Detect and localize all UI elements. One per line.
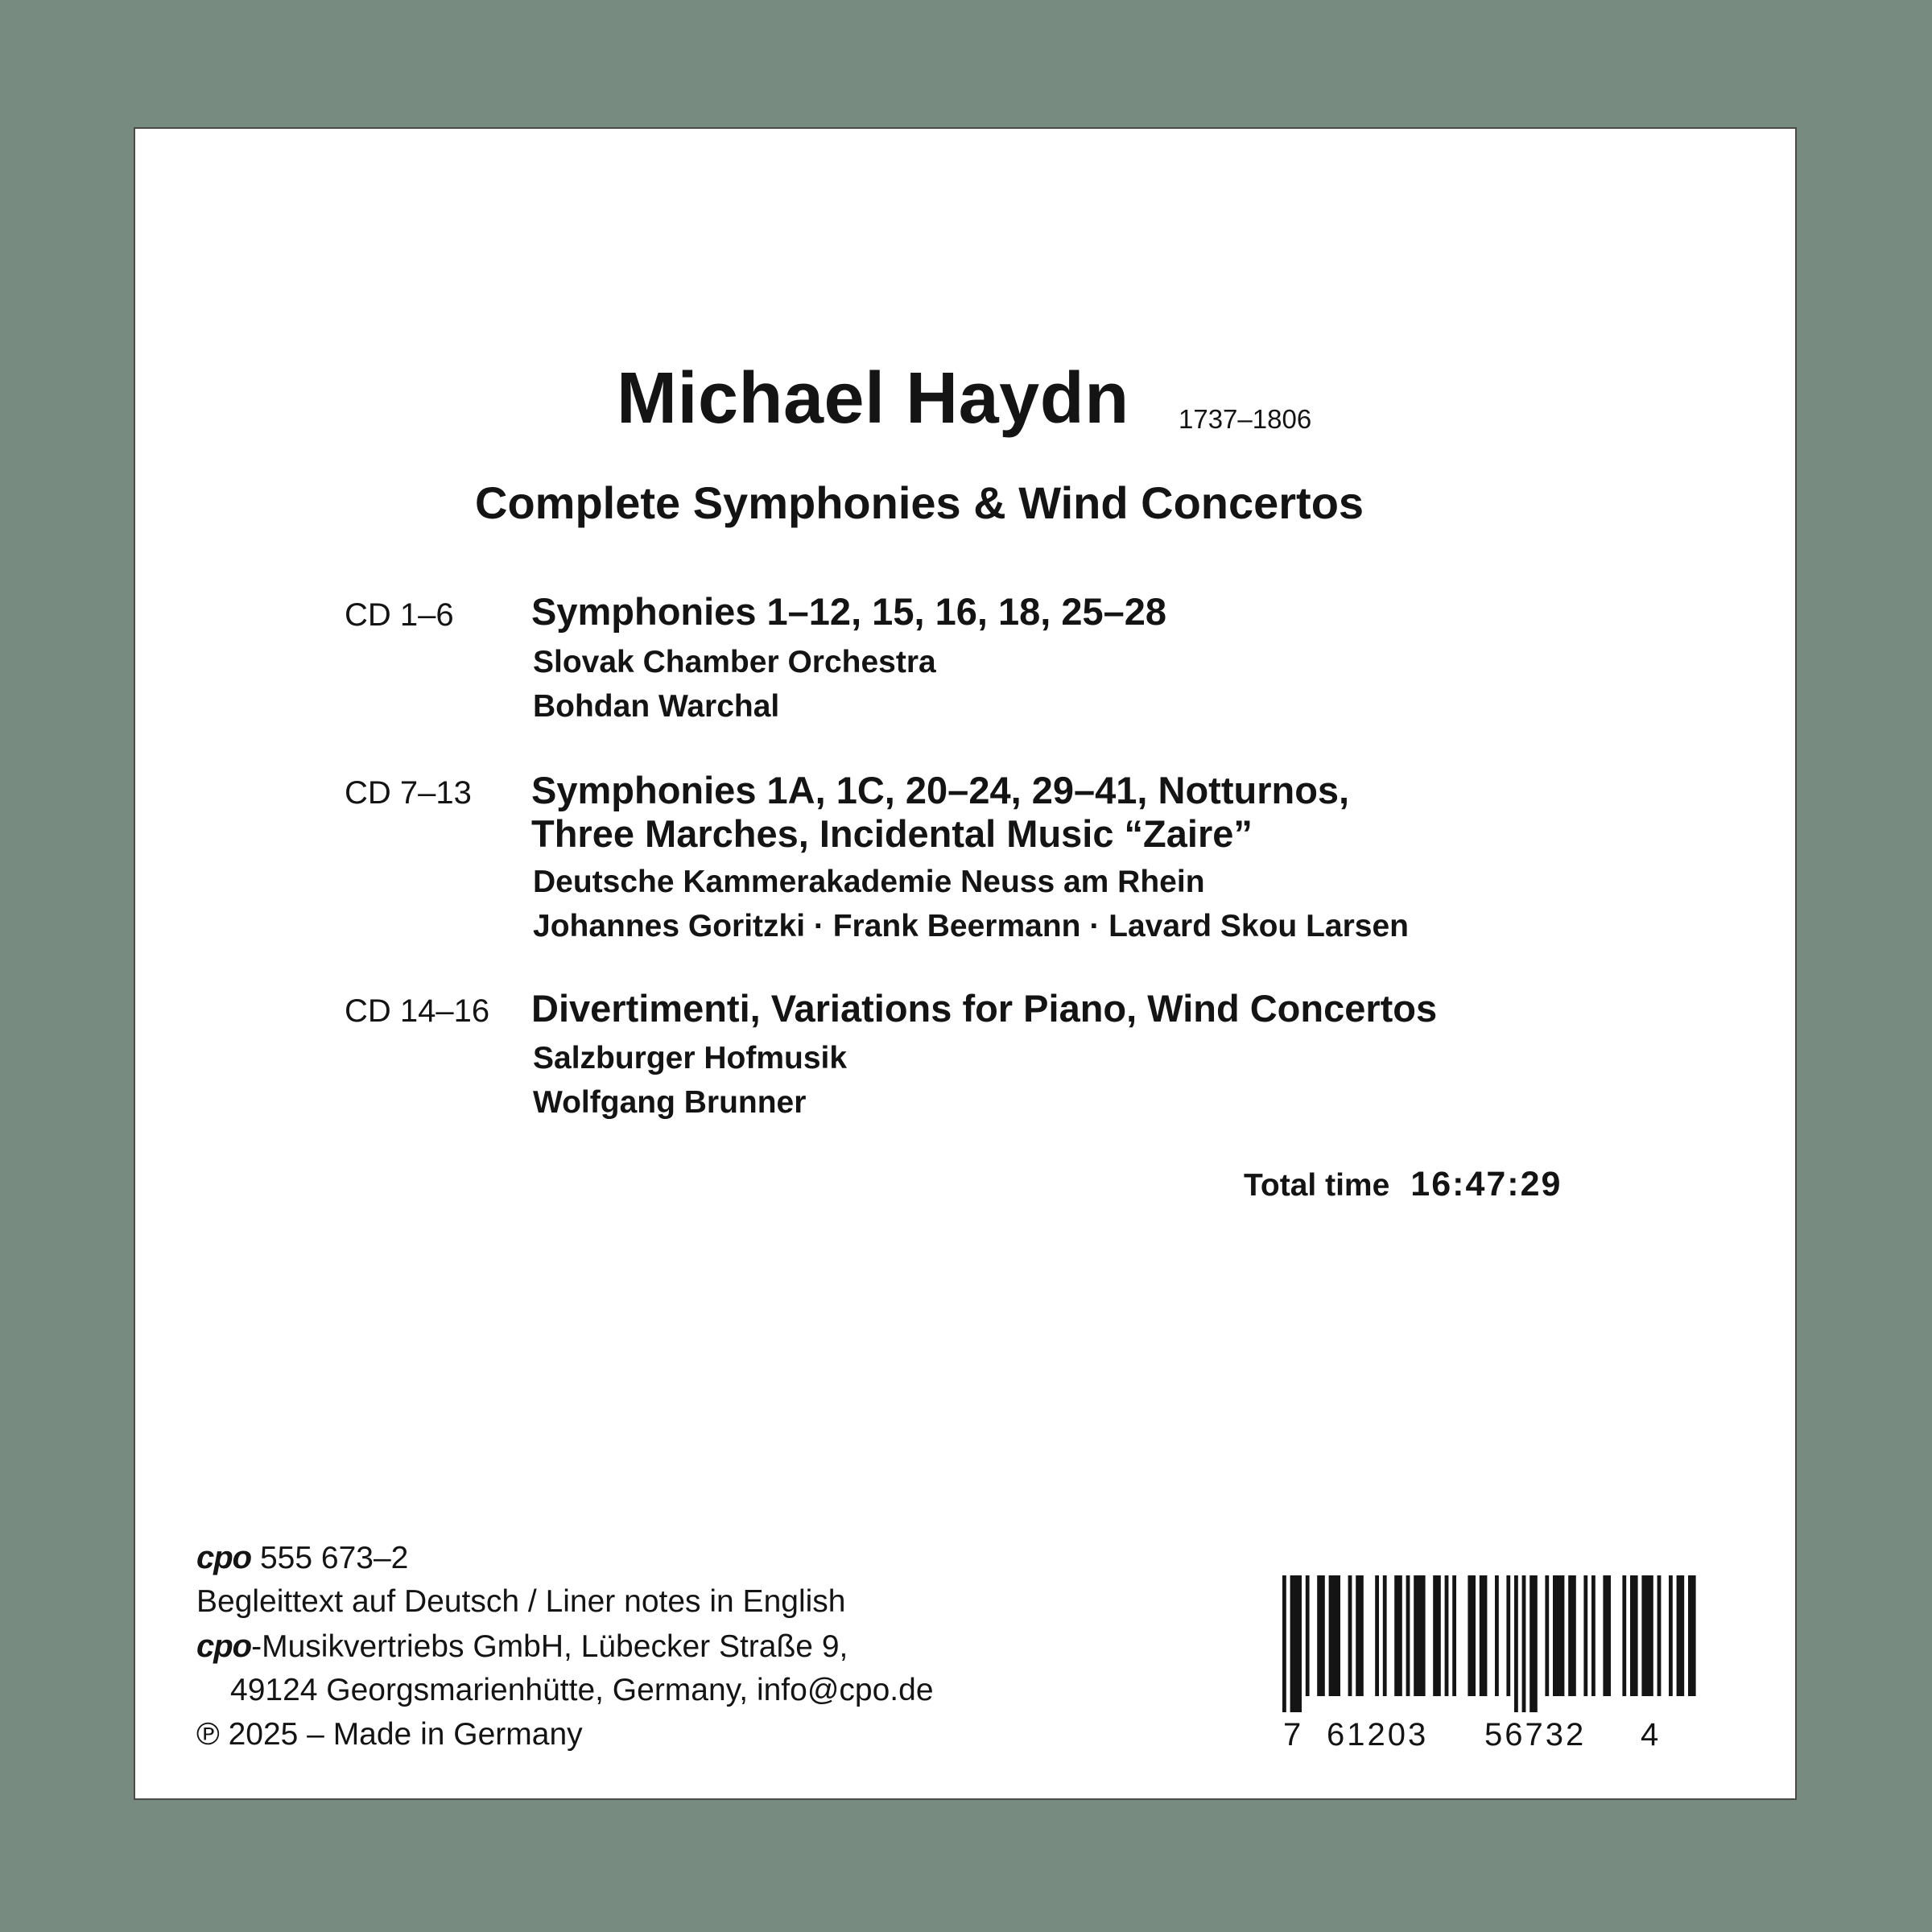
performer-ensemble: Slovak Chamber Orchestra	[533, 645, 936, 679]
barcode-guard-bar	[1290, 1575, 1302, 1712]
barcode-guard-bar	[1514, 1575, 1518, 1712]
total-time	[1244, 1165, 1562, 1204]
barcode-bar	[1506, 1575, 1510, 1696]
barcode-bar	[1383, 1575, 1387, 1696]
barcode-bar	[1603, 1575, 1611, 1696]
barcode-bar	[1317, 1575, 1325, 1696]
works-title-line2: Three Marches, Incidental Music “Zaire”	[531, 812, 1253, 855]
barcode-bar	[1677, 1575, 1685, 1696]
barcode-left-group: 61203	[1327, 1717, 1429, 1752]
barcode-bar	[1356, 1575, 1364, 1696]
barcode-bar	[1348, 1575, 1352, 1696]
performer-conductors: Johannes Goritzki · Frank Beermann · Lavard Skou Larsen	[533, 909, 1409, 943]
company-address: 49124 Georgsmarienhütte, Germany, info@cpo.de	[230, 1673, 934, 1707]
barcode-bar	[1329, 1575, 1340, 1696]
catalog-number: 555 673–2	[259, 1541, 409, 1575]
barcode-right-group: 56732	[1484, 1717, 1587, 1752]
barcode-bar	[1630, 1575, 1638, 1696]
barcode-bar	[1495, 1575, 1499, 1696]
barcode-bar	[1669, 1575, 1673, 1696]
liner-notes-info: Begleittext auf Deutsch / Liner notes in English	[196, 1584, 846, 1619]
barcode-guard-bar	[1282, 1575, 1286, 1712]
composer-name: Michael Haydn	[617, 358, 1129, 439]
barcode-image	[1281, 1575, 1699, 1712]
works-title: Symphonies 1A, 1C, 20–24, 29–41, Notturnos,	[531, 769, 1350, 811]
barcode-bar	[1375, 1575, 1379, 1696]
barcode-bar	[1622, 1575, 1626, 1696]
barcode-bar	[1641, 1575, 1653, 1696]
barcode-last-digit: 4	[1641, 1717, 1659, 1752]
album-subtitle: Complete Symphonies & Wind Concertos	[475, 477, 1364, 528]
barcode-bar	[1568, 1575, 1576, 1696]
barcode-bar	[1480, 1575, 1488, 1696]
cd-range-label: CD 1–6	[345, 597, 454, 633]
cpo-logo: cpo	[196, 1540, 252, 1575]
copyright-line: ℗ 2025 – Made in Germany	[196, 1717, 583, 1752]
performer-ensemble: Salzburger Hofmusik	[533, 1041, 848, 1075]
barcode-first-digit: 7	[1283, 1717, 1302, 1752]
barcode-guard-bar	[1522, 1575, 1526, 1712]
barcode-bar	[1445, 1575, 1449, 1696]
performer-conductor: Wolfgang Brunner	[533, 1085, 807, 1120]
catalog-line	[196, 1540, 408, 1576]
barcode-bar	[1406, 1575, 1410, 1696]
cd-range-label: CD 14–16	[345, 993, 490, 1029]
performer-conductor: Bohdan Warchal	[533, 689, 780, 724]
barcode-guard-bar	[1530, 1575, 1538, 1712]
barcode-bar	[1433, 1575, 1441, 1696]
company-name: -Musikvertriebs GmbH, Lübecker Straße 9,	[251, 1629, 848, 1664]
barcode-bar	[1468, 1575, 1476, 1696]
barcode-bar	[1306, 1575, 1310, 1696]
barcode-bar	[1414, 1575, 1425, 1696]
back-cover-card	[134, 127, 1797, 1800]
barcode-bar	[1394, 1575, 1402, 1696]
total-time-label: Total time	[1244, 1168, 1390, 1203]
works-title: Symphonies 1–12, 15, 16, 18, 25–28	[531, 590, 1167, 633]
barcode-bar	[1657, 1575, 1662, 1696]
works-title: Divertimenti, Variations for Piano, Wind Concertos	[531, 987, 1438, 1030]
barcode-bar	[1688, 1575, 1696, 1696]
performer-ensemble: Deutsche Kammerakademie Neuss am Rhein	[533, 865, 1205, 899]
composer-dates: 1737–1806	[1179, 404, 1312, 434]
total-time-value: 16:47:29	[1410, 1165, 1563, 1203]
barcode-bar	[1553, 1575, 1564, 1696]
company-line	[196, 1629, 848, 1665]
barcode-bar	[1591, 1575, 1596, 1696]
cd-range-label: CD 7–13	[345, 775, 472, 811]
barcode-bar	[1545, 1575, 1549, 1696]
barcode-bar	[1452, 1575, 1456, 1696]
cpo-logo: cpo	[196, 1629, 252, 1664]
barcode-bar	[1583, 1575, 1587, 1696]
